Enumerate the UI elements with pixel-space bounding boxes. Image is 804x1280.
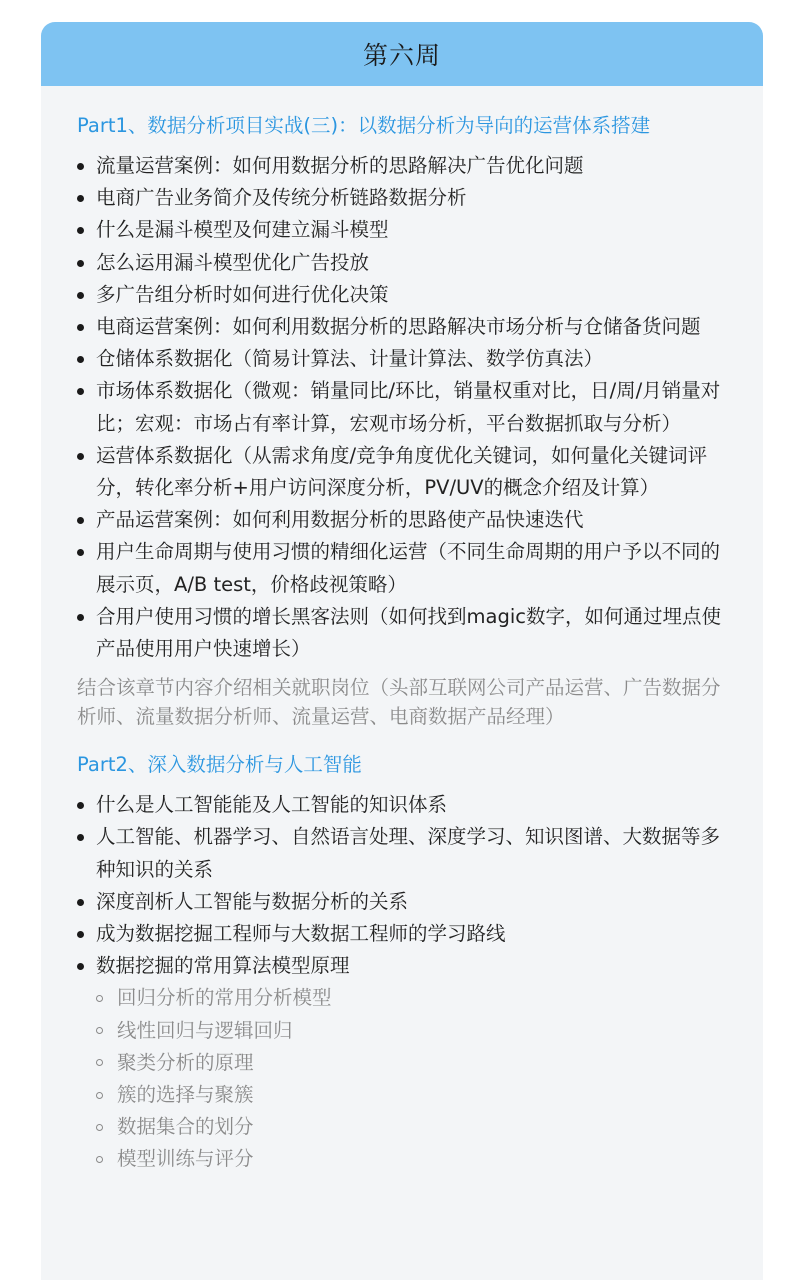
bullet-icon bbox=[77, 260, 84, 267]
bullet-icon bbox=[77, 802, 84, 809]
card-body bbox=[41, 86, 763, 1176]
list-item-text: 电商运营案例：如何利用数据分析的思路解决市场分析与仓储备货问题 bbox=[96, 315, 701, 339]
list-item-text: 数据挖掘的常用算法模型原理 bbox=[96, 954, 350, 978]
part2-sublist bbox=[77, 982, 735, 1175]
page-title: 第六周 bbox=[362, 41, 441, 70]
list-item-text: 用户生命周期与使用习惯的精细化运营（不同生命周期的用户予以不同的展示页，A/B test，价格歧视策略） bbox=[96, 540, 721, 596]
bullet-icon bbox=[77, 453, 84, 460]
hollow-bullet-icon bbox=[96, 1092, 103, 1099]
sub-list-item-text: 线性回归与逻辑回归 bbox=[117, 1018, 293, 1042]
list-item-text: 人工智能、机器学习、自然语言处理、深度学习、知识图谱、大数据等多种知识的关系 bbox=[96, 825, 721, 881]
list-item bbox=[77, 279, 735, 311]
sub-list-item-text: 簇的选择与聚簇 bbox=[117, 1083, 254, 1107]
bullet-icon bbox=[77, 163, 84, 170]
list-item bbox=[77, 182, 735, 214]
hollow-bullet-icon bbox=[96, 1059, 103, 1066]
part1-title: Part1、数据分析项目实战(三)：以数据分析为导向的运营体系搭建 bbox=[77, 114, 651, 137]
list-item-text: 合用户使用习惯的增长黑客法则（如何找到magic数字，如何通过埋点使产品使用用户快速增长） bbox=[96, 604, 721, 661]
bullet-icon bbox=[77, 899, 84, 906]
list-item bbox=[77, 601, 735, 665]
sub-list-item-text: 聚类分析的原理 bbox=[117, 1050, 254, 1074]
bullet-icon bbox=[77, 292, 84, 299]
hollow-bullet-icon bbox=[96, 1156, 103, 1163]
sub-list-item-text: 模型训练与评分 bbox=[117, 1147, 254, 1171]
list-item-text: 什么是漏斗模型及何建立漏斗模型 bbox=[96, 218, 389, 242]
list-item bbox=[77, 821, 735, 885]
part1-list bbox=[77, 150, 735, 665]
hollow-bullet-icon bbox=[96, 1124, 103, 1131]
bullet-icon bbox=[77, 195, 84, 202]
list-item bbox=[77, 150, 735, 182]
list-item-text: 产品运营案例：如何利用数据分析的思路使产品快速迭代 bbox=[96, 508, 584, 532]
week-card bbox=[41, 22, 763, 1280]
list-item bbox=[77, 918, 735, 950]
bullet-icon bbox=[77, 388, 84, 395]
list-item bbox=[77, 247, 735, 279]
bullet-icon bbox=[77, 227, 84, 234]
list-item bbox=[77, 375, 735, 439]
list-item bbox=[77, 789, 735, 821]
sub-list-item bbox=[77, 1111, 735, 1143]
bullet-icon bbox=[77, 356, 84, 363]
list-item bbox=[77, 311, 735, 343]
list-item-text: 市场体系数据化（微观：销量同比/环比，销量权重对比，日/周/月销量对比；宏观：市场占有率计算，宏观市场分析，平台数据抓取与分析） bbox=[96, 379, 721, 435]
list-item bbox=[77, 343, 735, 375]
list-item bbox=[77, 886, 735, 918]
sub-list-item bbox=[77, 1015, 735, 1047]
list-item bbox=[77, 440, 735, 504]
hollow-bullet-icon bbox=[96, 1027, 103, 1034]
list-item-text: 仓储体系数据化（简易计算法、计量计算法、数学仿真法） bbox=[96, 347, 604, 371]
sub-list-item bbox=[77, 1047, 735, 1079]
list-item bbox=[77, 536, 735, 600]
part2-list bbox=[77, 789, 735, 982]
bullet-icon bbox=[77, 931, 84, 938]
sub-list-item bbox=[77, 982, 735, 1014]
list-item bbox=[77, 214, 735, 246]
list-item-text: 什么是人工智能能及人工智能的知识体系 bbox=[96, 793, 448, 817]
related-jobs-note: 结合该章节内容介绍相关就职岗位（头部互联网公司产品运营、广告数据分析师、流量数据分析师、流量运营、电商数据产品经理） bbox=[77, 676, 721, 729]
list-item-text: 怎么运用漏斗模型优化广告投放 bbox=[96, 250, 370, 274]
list-item-text: 流量运营案例：如何用数据分析的思路解决广告优化问题 bbox=[96, 154, 584, 177]
list-item bbox=[77, 504, 735, 536]
bullet-icon bbox=[77, 517, 84, 524]
bullet-icon bbox=[77, 834, 84, 841]
part2-title: Part2、深入数据分析与人工智能 bbox=[77, 753, 362, 777]
bullet-icon bbox=[77, 549, 84, 556]
bullet-icon bbox=[77, 614, 84, 621]
sub-list-item-text: 回归分析的常用分析模型 bbox=[117, 986, 332, 1010]
list-item-text: 运营体系数据化（从需求角度/竞争角度优化关键词，如何量化关键词评分，转化率分析+用户访问深度分析，PV/UV的概念介绍及计算） bbox=[96, 443, 708, 500]
list-item-text: 深度剖析人工智能与数据分析的关系 bbox=[96, 889, 409, 913]
bullet-icon bbox=[77, 963, 84, 970]
card-header bbox=[41, 22, 763, 86]
sub-list-item-text: 数据集合的划分 bbox=[117, 1115, 254, 1139]
sub-list-item bbox=[77, 1143, 735, 1175]
bullet-icon bbox=[77, 324, 84, 331]
sub-list-item bbox=[77, 1079, 735, 1111]
list-item-text: 多广告组分析时如何进行优化决策 bbox=[96, 282, 389, 306]
list-item-text: 电商广告业务简介及传统分析链路数据分析 bbox=[96, 186, 467, 210]
list-item bbox=[77, 950, 735, 982]
hollow-bullet-icon bbox=[96, 995, 103, 1002]
list-item-text: 成为数据挖掘工程师与大数据工程师的学习路线 bbox=[96, 922, 506, 946]
